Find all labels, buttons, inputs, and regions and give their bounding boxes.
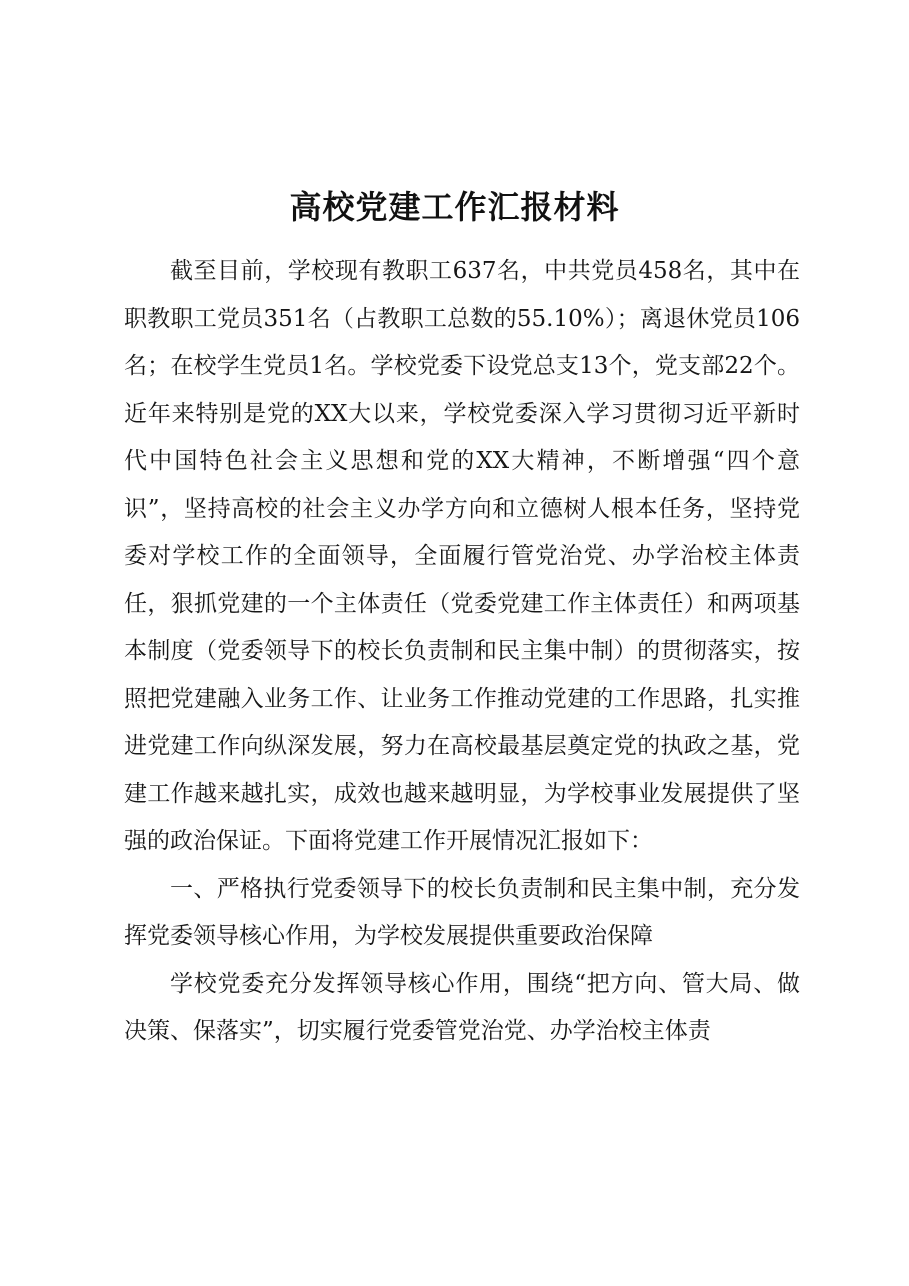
document-body xyxy=(124,248,800,1056)
paragraph-intro: 截至目前，学校现有教职工637名，中共党员458名，其中在职教职工党员351名（占教职工总数的55.10%）；离退休党员106名；在校学生党员1名。学校党委下设党总支13个，党支部22个。近年来特别是党的XX大以来，学校党委深入学习贯彻习近平新时代中国特色社会主义思想和党的XX大精神，不断增强“四个意识”，坚持高校的社会主义办学方向和立德树人根本任务，坚持党委对学校工作的全面领导，全面履行管党治党、办学治校主体责任，狠抓党建的一个主体责任（党委党建工作主体责任）和两项基本制度（党委领导下的校长负责制和民主集中制）的贯彻落实，按照把党建融入业务工作、让业务工作推动党建的工作思路，扎实推进党建工作向纵深发展，努力在高校最基层奠定党的执政之基，党建工作越来越扎实，成效也越来越明显，为学校事业发展提供了坚强的政治保证。下面将党建工作开展情况汇报如下： xyxy=(124,258,800,854)
paragraph-section-1: 学校党委充分发挥领导核心作用，围绕“把方向、管大局、做决策、保落实”，切实履行党委管党治党、办学治校主体责 xyxy=(124,970,800,1044)
document-title: 高校党建工作汇报材料 xyxy=(289,188,620,227)
section-heading-1: 一、严格执行党委领导下的校长负责制和民主集中制，充分发挥党委领导核心作用，为学校发展提供重要政治保障 xyxy=(124,875,800,949)
